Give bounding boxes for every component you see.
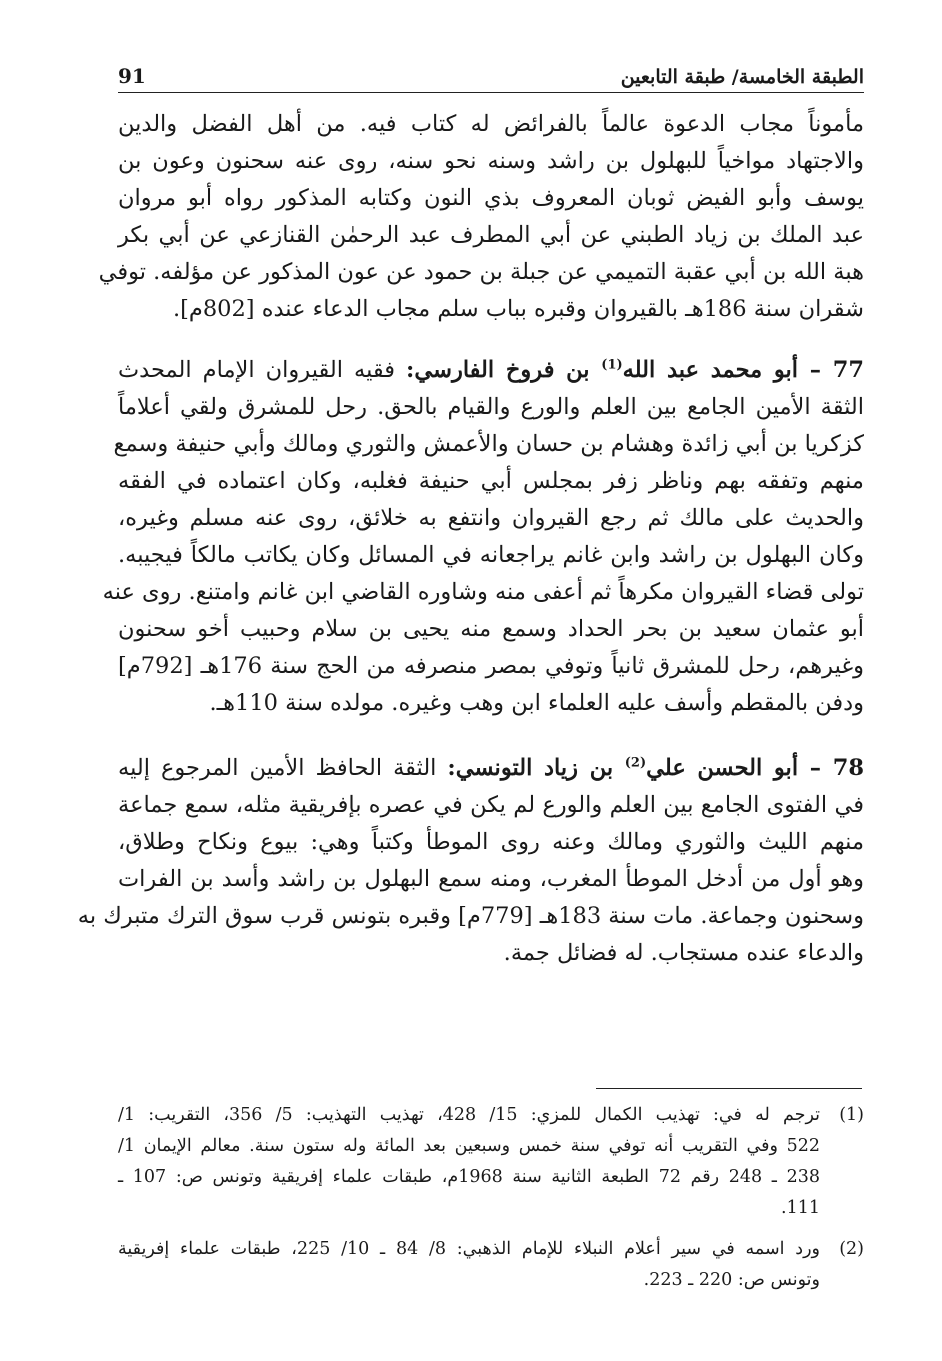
entry-first-text: الثقة الحافظ الأمين المرجوع إليه [118, 755, 448, 781]
main-text [77, 106, 865, 1000]
text-line: هبة الله بن أبي عقبة التميمي عن جبلة بن حمود عن عون المذكور عن مؤلفه. توفي [98, 259, 864, 285]
running-head: الطبقة الخامسة/ طبقة التابعين [620, 66, 864, 88]
entry-77 [102, 352, 865, 722]
text-line: أبو عثمان سعيد بن بحر الحداد وسمع منه يحيى بن سلام وحبيب أخو سحنون [118, 616, 864, 642]
paragraph-continuation [98, 106, 864, 328]
text-line: والدعاء عنده مستجاب. له فضائل جمة. [503, 940, 864, 966]
text-line: منهم وتفقه بهم وناظر زفر بمجلس أبي حنيفة فغلبه، وكان اعتماده في الفقه [118, 468, 864, 494]
text-line: منهم الليث والثوري ومالك وعنه روى الموطأ وكتباً وهي: بيوع ونكاح وطلاق، [118, 829, 864, 855]
entry-78 [77, 750, 864, 972]
text-line: كزكريا بن أبي زائدة وهشام بن حسان والأعمش والثوري ومالك وأبي حنيفة وسمع [113, 431, 864, 457]
footnote-ref-1[interactable]: (1) [601, 357, 623, 373]
footnote-number: (2) [839, 1239, 864, 1259]
text-line: ودفن بالمقطم وأسف عليه العلماء ابن وهب وغيره. مولده سنة 110هـ. [209, 690, 864, 716]
text-line: شقران سنة 186هـ بالقيروان وقبره بباب سلم مجاب الدعاء عنده [802م]. [172, 296, 864, 322]
footnotes [118, 1100, 864, 1306]
page-header [118, 52, 864, 93]
text-line: مأموناً مجاب الدعوة عالماً بالفرائض له كتاب فيه. من أهل الفضل والدين [118, 111, 864, 137]
text-line: عبد الملك بن زياد الطبني عن أبي المطرف عبد الرحمٰن القنازعي عن أبي بكر [118, 222, 864, 248]
footnote-body [118, 1100, 820, 1224]
text-line: وسحنون وجماعة. مات سنة 183هـ [779م] وقبره بتونس قرب سوق الترك متبرك به [77, 903, 864, 929]
text-line: وهو أول من أدخل الموطأ المغرب، ومنه سمع البهلول بن راشد وأسد بن الفرات [118, 866, 864, 892]
footnote-ref-2[interactable]: (2) [624, 755, 647, 771]
entry-first-line [118, 352, 864, 389]
entry-heading-rest: بن زياد التونسي: [447, 755, 625, 781]
text-line: والاجتهاد مواخياً للبهلول بن راشد وسنه نحو سنه، روى عنه سحنون وعون بن [118, 148, 864, 174]
footnote-number: (1) [839, 1105, 864, 1125]
entry-first-text: فقيه القيروان الإمام المحدث [118, 357, 407, 383]
text-line: في الفتوى الجامع بين العلم والورع لم يكن في عصره بإفريقية مثله، سمع جماعة [118, 792, 864, 818]
text-line: يوسف وأبو الفيض ثوبان المعروف بذي النون وكتابه المذكور رواه أبو مروان [118, 185, 864, 211]
footnote-2 [118, 1234, 864, 1296]
footnote-divider [596, 1088, 862, 1089]
footnote-line: وتونس ص: 220 ـ 223. [643, 1270, 820, 1290]
entry-heading: 77 – أبو محمد عبد الله [622, 357, 865, 383]
text-line: وكان البهلول بن راشد وابن غانم يراجعانه في المسائل وكان يكاتب مالكاً فيجيبه. [118, 542, 864, 568]
text-line: وغيرهم، رحل للمشرق ثانياً وتوفي بمصر منصرفه من الحج سنة 176هـ [792م] [118, 653, 864, 679]
footnote-line: ترجم له في: تهذيب الكمال للمزي: 15/ 428، تهذيب التهذيب: 5/ 356، التقريب: 1/ [118, 1105, 820, 1125]
entry-heading-rest: بن فروخ الفارسي: [406, 357, 602, 383]
footnote-line: 238 ـ 248 رقم 72 الطبعة الثانية سنة 1968م، طبقات علماء إفريقية وتونس ص: 107 ـ [118, 1167, 820, 1187]
entry-heading: 78 – أبو الحسن علي [646, 755, 864, 781]
footnote-line: ورد اسمه في سير أعلام النبلاء للإمام الذهبي: 8/ 84 ـ 10/ 225، طبقات علماء إفريقية [118, 1239, 820, 1259]
footnote-line: 111. [781, 1198, 820, 1218]
text-line: الثقة الأمين الجامع بين العلم والورع والقيام بالحق. رحل للمشرق ولقي أعلاماً [118, 394, 864, 420]
footnote-line: 522 وفي التقريب أنه توفي سنة خمس وسبعين بعد المائة وله ستون سنة. معالم الإيمان 1/ [118, 1136, 820, 1156]
footnote-body [118, 1234, 820, 1296]
footnote-1 [118, 1100, 864, 1224]
entry-first-line [118, 750, 864, 787]
text-line: تولى قضاء القيروان مكرهاً ثم أعفى منه وشاوره القاضي ابن غانم وامتنع. روى عنه [102, 579, 864, 605]
page-number: 91 [118, 64, 146, 88]
text-line: والحديث على مالك ثم رجع القيروان وانتفع به خلائق، روى عنه مسلم وغيره، [118, 505, 864, 531]
